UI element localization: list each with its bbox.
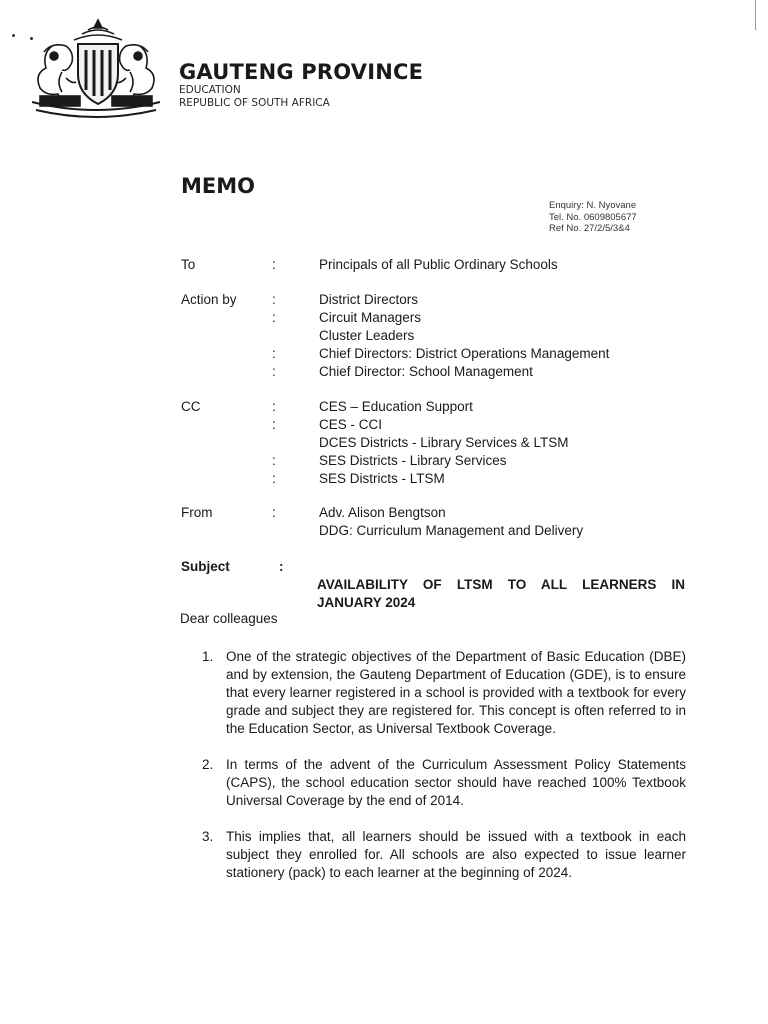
from-value: Adv. Alison Bengtson: [319, 505, 446, 520]
country-name: REPUBLIC OF SOUTH AFRICA: [179, 97, 330, 109]
to-label: To: [181, 257, 196, 272]
subject-label: Subject: [181, 559, 230, 574]
to-value: Principals of all Public Ordinary Schools: [319, 257, 558, 272]
enquiry-reference: Ref No. 27/2/5/3&4: [549, 223, 630, 234]
field-colon: :: [272, 257, 276, 272]
subject-colon: :: [279, 559, 284, 574]
action-by-label: Action by: [181, 292, 237, 307]
salutation: Dear colleagues: [180, 611, 278, 626]
field-colon: :: [272, 346, 276, 361]
field-colon: [272, 327, 276, 345]
item-text: This implies that, all learners should be issued with a textbook in each subject they enrolled for. All schools are also expected to issue learner stationery (pack) to each learner at the beginning of 2024.: [226, 829, 686, 880]
letterhead: [179, 60, 423, 110]
item-text: One of the strategic objectives of the Department of Basic Education (DBE) and by extension, the Gauteng Department of Education (GDE), is to ensure that every learner registered in a school is provided with a textbook for every grade and subject they are registered for. This concept is often referred to in the Education Sector, as Universal Textbook Coverage.: [226, 649, 686, 736]
memo-title: MEMO: [181, 174, 255, 198]
scan-speck: [12, 34, 15, 37]
item-number: 1.: [202, 649, 214, 664]
cc-value: DCES Districts - Library Services & LTSM: [319, 435, 569, 450]
field-colon: :: [272, 471, 276, 486]
subject-text: AVAILABILITY OF LTSM TO ALL LEARNERS IN JANUARY 2024: [317, 577, 685, 610]
from-label: From: [181, 505, 213, 520]
department-name: EDUCATION: [179, 84, 241, 96]
action-by-value: Circuit Managers: [319, 310, 422, 325]
field-colon: :: [272, 399, 276, 414]
field-colon: :: [272, 310, 276, 325]
field-colon: [272, 434, 276, 452]
field-colon: :: [272, 417, 276, 432]
scan-edge-mark: [755, 0, 756, 30]
cc-value: SES Districts - LTSM: [319, 471, 445, 486]
coat-of-arms-logo: [22, 16, 170, 124]
action-by-value: Cluster Leaders: [319, 328, 415, 343]
from-value: DDG: Curriculum Management and Delivery: [319, 523, 584, 538]
item-text: In terms of the advent of the Curriculum Assessment Policy Statements (CAPS), the school education sector should have reached 100% Textbook Universal Coverage by the end of 2014.: [226, 757, 686, 808]
field-colon: :: [272, 364, 276, 379]
list-item: [202, 756, 686, 810]
numbered-paragraphs: [202, 648, 686, 900]
action-by-value: Chief Director: School Management: [319, 364, 533, 379]
cc-label: CC: [181, 399, 201, 414]
action-by-value: Chief Directors: District Operations Management: [319, 346, 610, 361]
list-item: [202, 648, 686, 738]
item-number: 3.: [202, 829, 214, 844]
field-colon: :: [272, 505, 276, 520]
cc-value: CES – Education Support: [319, 399, 473, 414]
action-by-value: District Directors: [319, 292, 419, 307]
enquiry-block: [549, 200, 637, 235]
subject-line: [181, 558, 685, 610]
province-name: GAUTENG PROVINCE: [179, 60, 424, 84]
cc-value: SES Districts - Library Services: [319, 453, 507, 468]
cc-value: CES - CCI: [319, 417, 383, 432]
field-colon: :: [272, 292, 276, 307]
item-number: 2.: [202, 757, 214, 772]
enquiry-phone: Tel. No. 0609805677: [549, 211, 637, 223]
field-colon: :: [272, 453, 276, 468]
list-item: [202, 828, 686, 882]
enquiry-contact: Enquiry: N. Nyovane: [549, 200, 637, 211]
